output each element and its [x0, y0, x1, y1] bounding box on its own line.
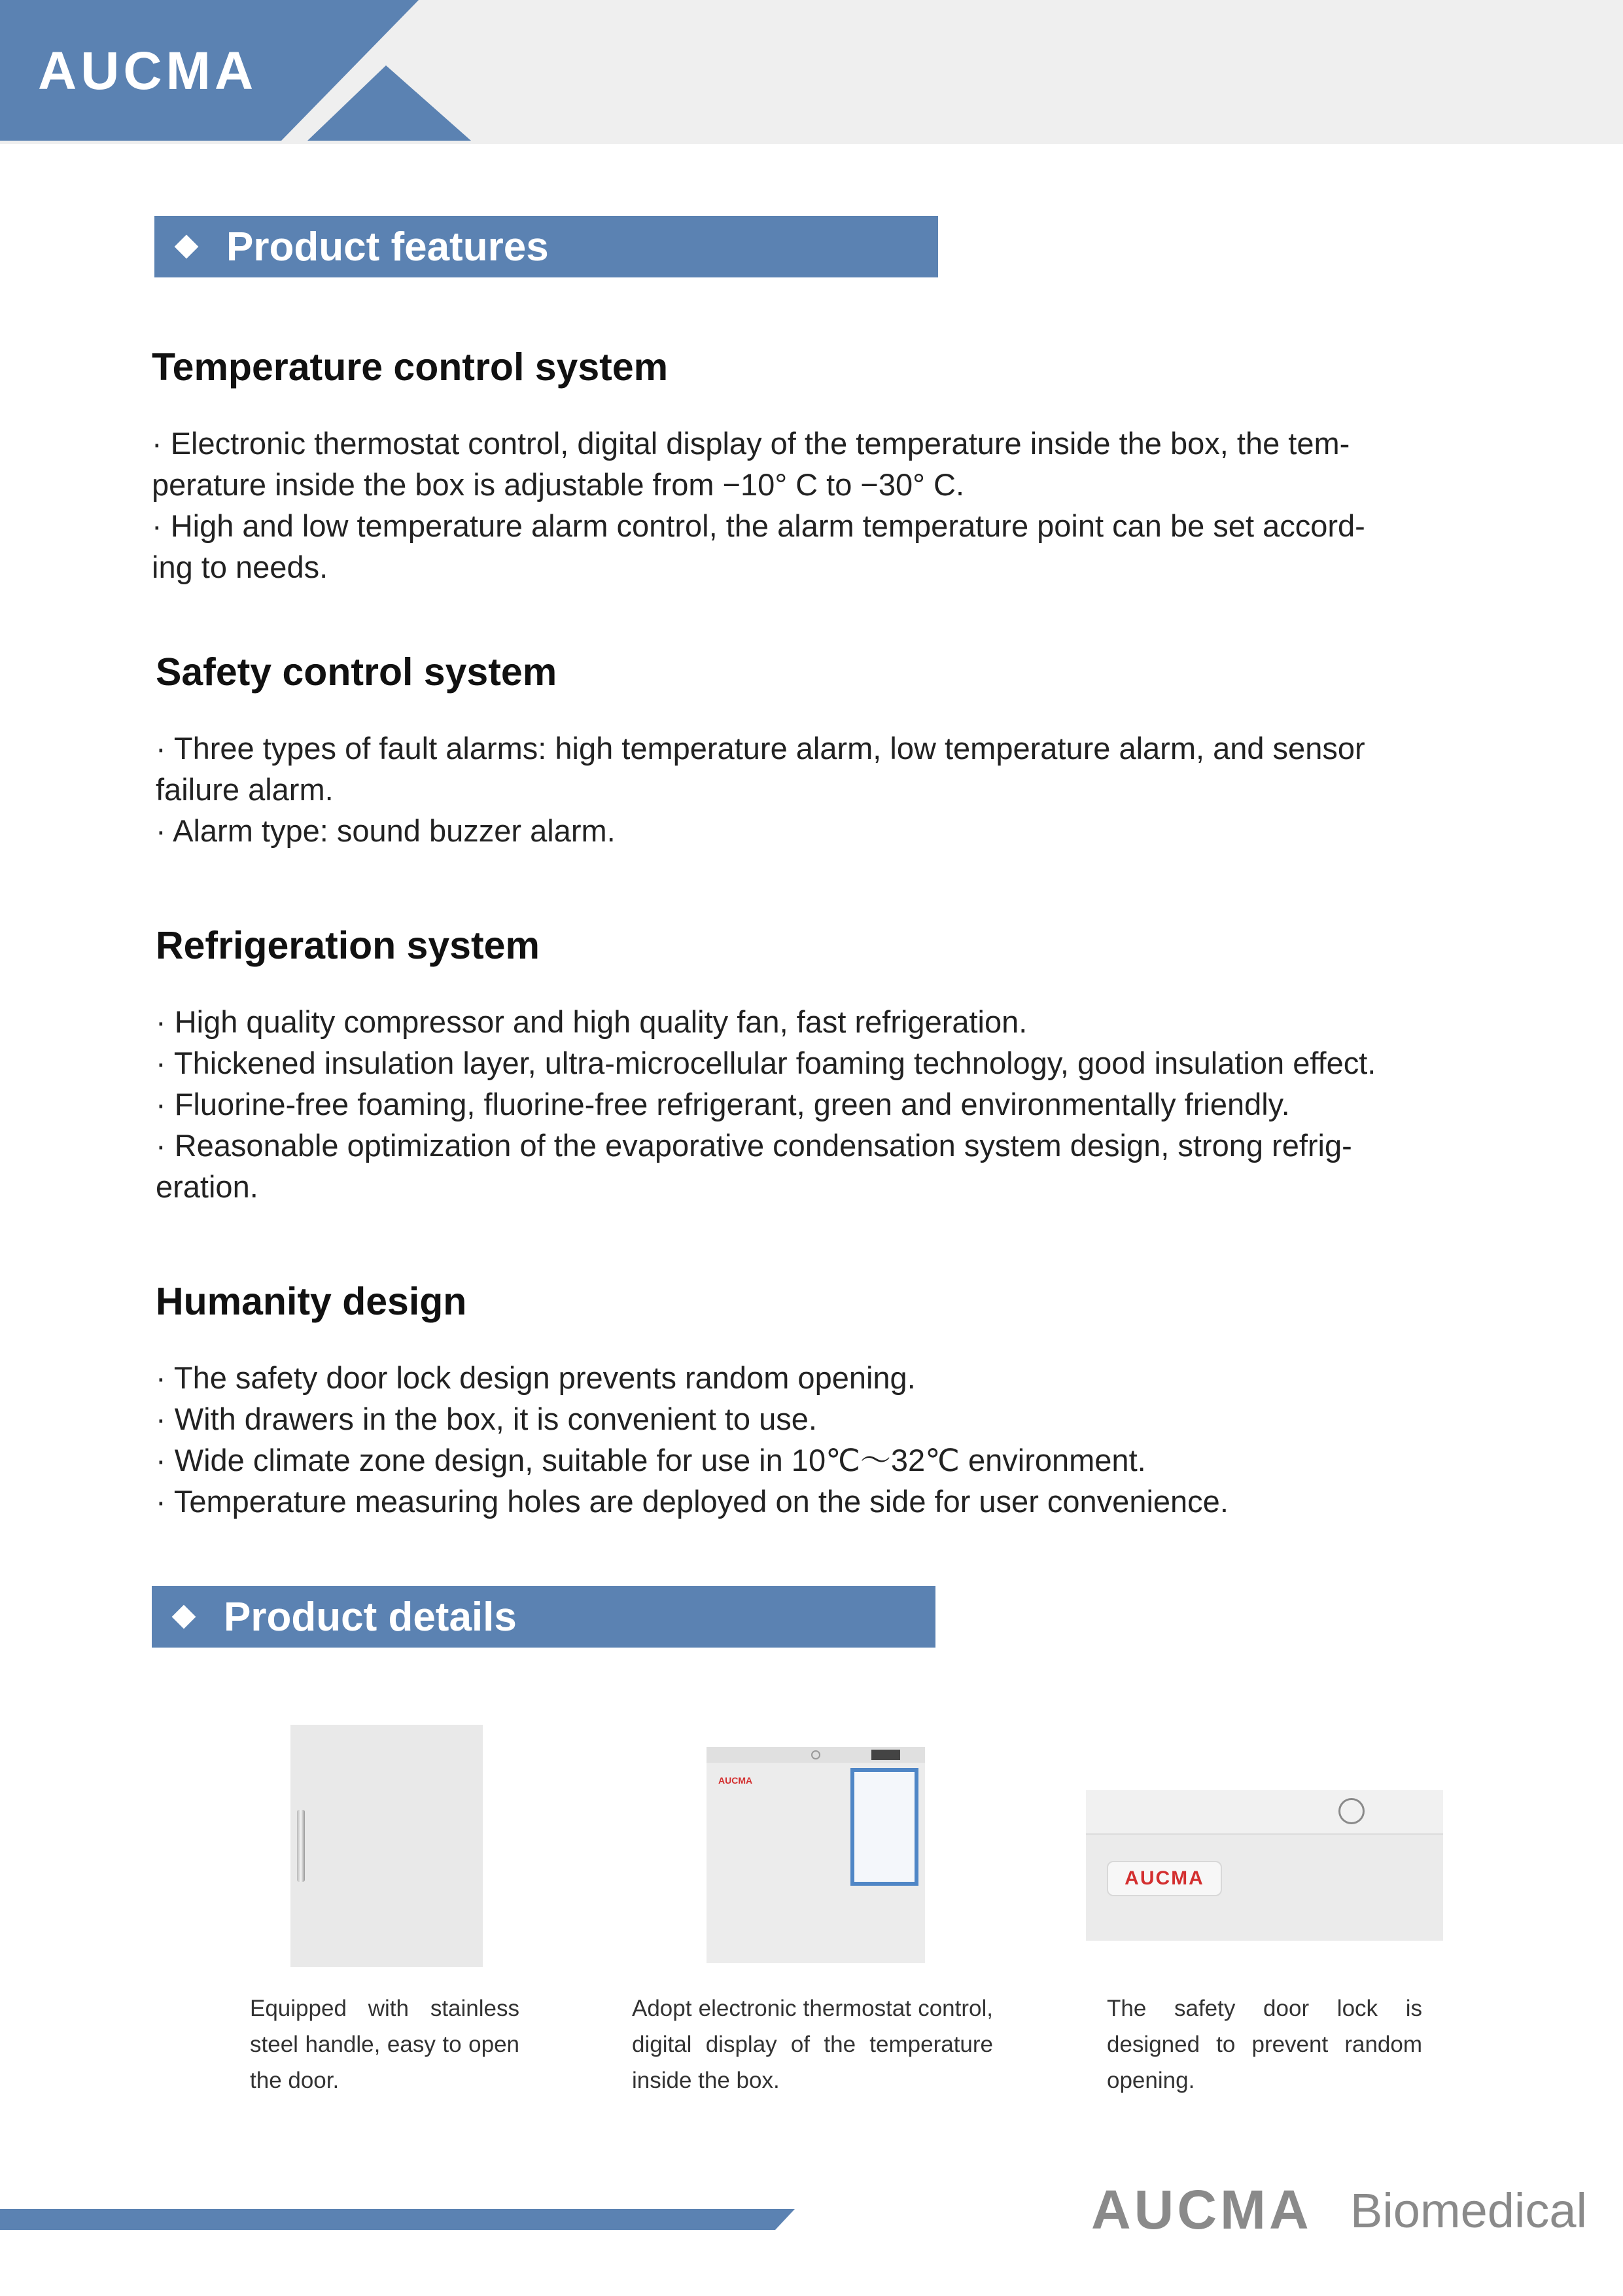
- body-line: · Thickened insulation layer, ultra-microcellular foaming technology, good insulation effect.: [156, 1046, 1376, 1080]
- body-line: · Electronic thermostat control, digital display of the temperature inside the box, the tem-: [152, 426, 1350, 461]
- product-details-title: Product details: [224, 1594, 517, 1640]
- caption-door-handle: Equipped with stainless steel handle, easy to open the door.: [250, 1996, 519, 2093]
- section-body-refrigeration: [156, 1001, 1464, 1207]
- body-line: · High quality compressor and high quality fan, fast refrigeration.: [156, 1004, 1028, 1039]
- body-line: · Three types of fault alarms: high temperature alarm, low temperature alarm, and sensor: [156, 731, 1365, 766]
- caption-safety-lock: The safety door lock is designed to prevent random opening.: [1107, 1996, 1422, 2093]
- section-heading-temperature: Temperature control system: [152, 345, 669, 389]
- section-heading-refrigeration: Refrigeration system: [156, 924, 540, 967]
- photo-safety-lock: [1086, 1790, 1443, 1941]
- product-features-title: Product features: [226, 224, 549, 270]
- footer-division: Biomedical: [1350, 2183, 1587, 2238]
- photo-thermostat-panel: [707, 1747, 925, 1963]
- body-line: · The safety door lock design prevents random opening.: [156, 1360, 916, 1395]
- info-label: [850, 1768, 918, 1886]
- body-line: perature inside the box is adjustable from −10° C to −30° C.: [152, 467, 965, 502]
- section-body-humanity: [156, 1357, 1464, 1522]
- photo-door-handle: [290, 1725, 483, 1967]
- body-line: failure alarm.: [156, 772, 334, 807]
- body-line: · Reasonable optimization of the evaporative condensation system design, strong refrig-: [156, 1128, 1352, 1163]
- lock-icon: [811, 1750, 820, 1759]
- body-line: · High and low temperature alarm control, the alarm temperature point can be set accord-: [152, 508, 1365, 543]
- section-heading-safety: Safety control system: [156, 650, 557, 694]
- diamond-bullet-icon: [172, 1605, 196, 1629]
- body-line: eration.: [156, 1169, 258, 1204]
- body-line: · With drawers in the box, it is convenient to use.: [156, 1402, 817, 1436]
- product-details-bar: [152, 1586, 935, 1648]
- panel-brand-logo: AUCMA: [718, 1775, 753, 1786]
- body-line: ing to needs.: [152, 550, 328, 584]
- product-features-bar: [154, 216, 938, 277]
- header-brand-logo: AUCMA: [38, 41, 258, 101]
- section-heading-humanity: Humanity design: [156, 1280, 467, 1323]
- body-line: · Alarm type: sound buzzer alarm.: [156, 813, 616, 848]
- body-line: · Temperature measuring holes are deployed on the side for user convenience.: [156, 1484, 1229, 1519]
- info-label-content: [854, 1772, 915, 1882]
- section-body-temperature: [152, 423, 1460, 588]
- diamond-bullet-icon: [175, 235, 199, 259]
- lock-panel-brand-logo: AUCMA: [1107, 1861, 1222, 1896]
- safety-lock-icon: [1338, 1798, 1365, 1824]
- body-line: · Wide climate zone design, suitable for use in 10℃～32℃ environment.: [156, 1443, 1146, 1477]
- footer-stripe-bar: [0, 2209, 795, 2230]
- footer-brand-logo: AUCMA: [1091, 2179, 1312, 2240]
- footer-stripe: [0, 2206, 798, 2233]
- section-body-safety: [156, 728, 1464, 851]
- body-line: · Fluorine-free foaming, fluorine-free refrigerant, green and environmentally friendly.: [156, 1087, 1290, 1122]
- caption-thermostat: Adopt electronic thermostat control, digital display of the temperature inside the box.: [632, 1996, 993, 2093]
- stainless-handle-icon: [297, 1810, 305, 1882]
- lid-edge: [1086, 1790, 1443, 1835]
- digital-display: [871, 1750, 900, 1760]
